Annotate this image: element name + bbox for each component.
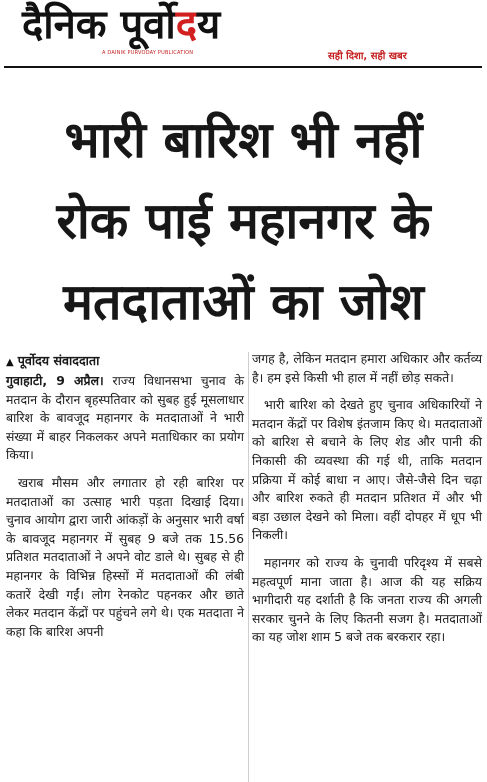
paragraph-text: राज्य विधानसभा चुनाव के मतदान के दौरान बृहस्पतिवार को सुबह हुई मूसलाधार बारिश के बावजूद महानगर के मतदाताओं ने भारी संख्या में बाहर निकलकर अपने मताधिकार का प्रयोग किया। [6, 373, 244, 463]
paragraph: महानगर को राज्य के चुनावी परिदृश्य में सबसे महत्वपूर्ण माना जाता है। आज की यह सक्रिय भागीदारी यह दर्शाती है कि जनता राज्य की अगली सरकार चुनने के लिए कितनी सजग है। मतदाताओं का यह जोश शाम 5 बजे तक बरकरार रहा। [252, 554, 482, 645]
paragraph [6, 372, 244, 465]
byline [6, 352, 244, 372]
byline-arrow-icon: ▲ [6, 357, 14, 368]
masthead-divider [4, 66, 482, 68]
paragraph: भारी बारिश को देखते हुए चुनाव अधिकारियों ने मतदान केंद्रों पर विशेष इंतजाम किए थे। मतदाताओं को बारिश से बचाने के लिए शेड और पानी की निकासी की व्यवस्था की गई थी, ताकि मतदान प्रक्रिया में कोई बाधा न आए। जैसे-जैसे दिन चढ़ा और बारिश रुकते ही मतदान प्रतिशत में और भी बड़ा उछाल देखने को मिला। वहीं दोपहर में धूप भी निकली। [252, 397, 482, 543]
headline-line-1: भारी बारिश भी नहीं [64, 111, 423, 169]
masthead [0, 0, 487, 70]
headline-line-3: मतदाताओं का जोश [63, 273, 424, 331]
column-divider [248, 352, 249, 782]
byline-text: पूर्वोदय संवाददाता [17, 353, 100, 368]
article-headline [0, 100, 487, 343]
article-column-right [252, 350, 482, 647]
newspaper-name-red-letter: द [175, 2, 198, 48]
masthead-tagline: सही दिशा, सही खबर [328, 51, 407, 62]
newspaper-name-part1: दैनिक पूर्वो [22, 2, 176, 48]
headline-line-2: रोक पाई महानगर के [56, 192, 431, 250]
article-column-left [6, 352, 244, 641]
newspaper-name [22, 2, 220, 48]
dateline: गुवाहाटी, 9 अप्रैल। [6, 373, 104, 388]
newspaper-name-part2: य [197, 2, 221, 48]
paragraph: जगह है, लेकिन मतदान हमारा अधिकार और कर्तव्य है। हम इसे किसी भी हाल में नहीं छोड़ सकते। [252, 351, 482, 385]
paragraph: खराब मौसम और लगातार हो रही बारिश पर मतदाताओं का उत्साह भारी पड़ता दिखाई दिया। चुनाव आयोग द्वारा जारी आंकड़ों के अनुसार भारी वर्षा के बावजूद महानगर में सुबह 9 बजे तक 15.56 प्रतिशत मतदाताओं ने अपने वोट डाले थे। सुबह से ही महानगर के विभिन्न हिस्सों में मतदाताओं की लंबी कतारें देखी गईं। लोग रेनकोट पहनकर और छाते लेकर मतदान केंद्रों पर पहुंचने लगे थे। एक मतदाता ने कहा कि बारिश अपनी [6, 474, 244, 639]
masthead-subline: A DAINIK PURVODAY PUBLICATION [102, 50, 194, 56]
